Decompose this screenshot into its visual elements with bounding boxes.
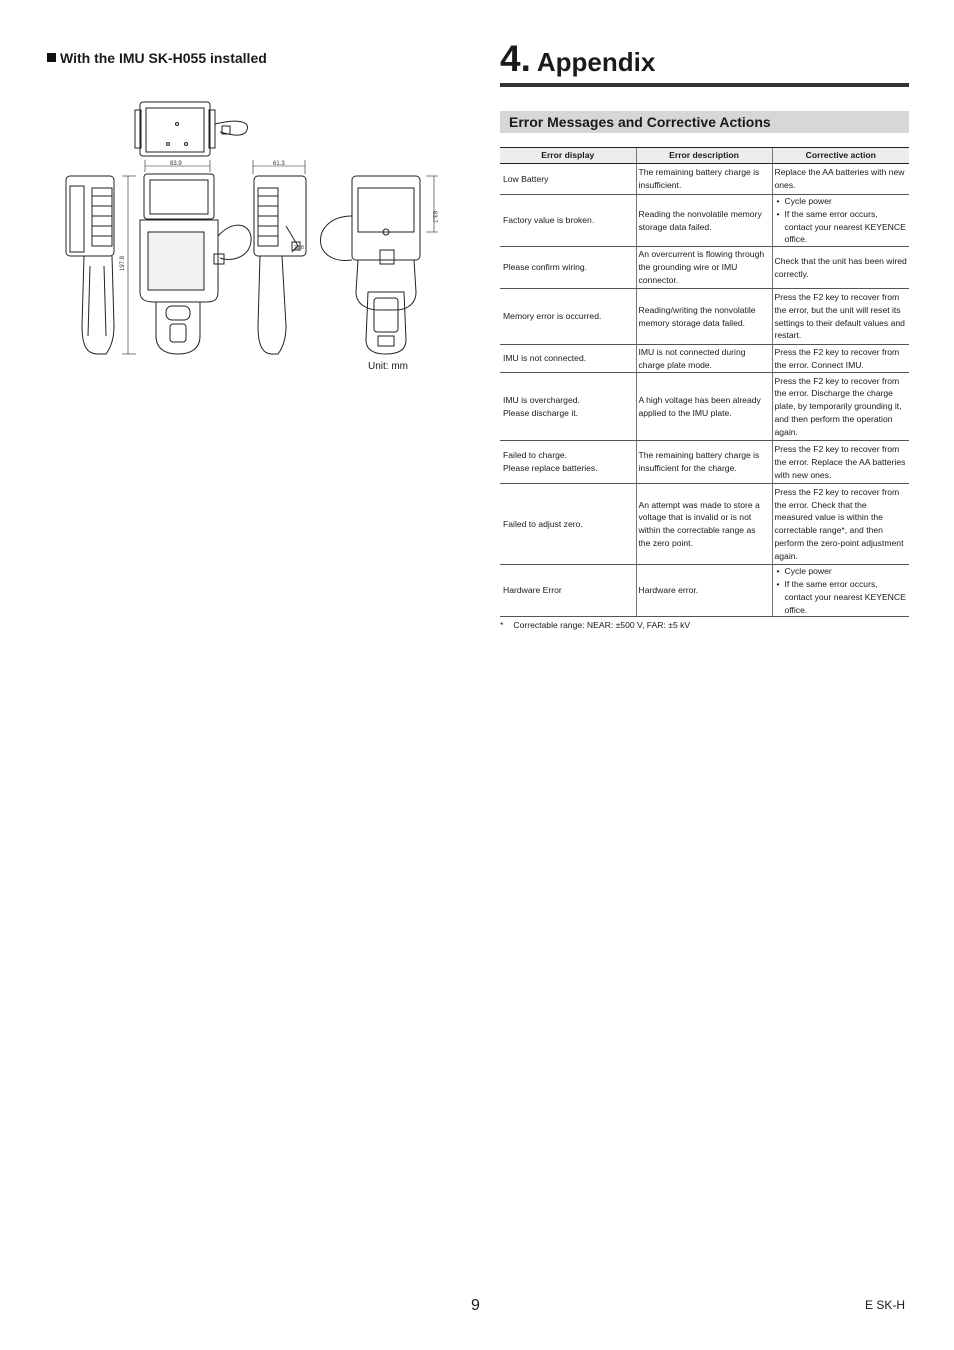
unit-label: Unit: mm [368, 361, 408, 372]
error-table-body [500, 164, 909, 617]
corrective-action-cell [772, 373, 909, 441]
table-row [500, 247, 909, 289]
table-row [500, 164, 909, 195]
action-text: Press the F2 key to recover from the error, but the unit will reset its settings to their default values and restart. [774, 292, 905, 341]
error-table [500, 147, 909, 617]
left-side-view [66, 176, 114, 354]
table-row [500, 345, 909, 373]
error-description-cell: A high voltage has been already applied to the IMU plate. [636, 373, 772, 441]
error-display-line: Hardware Error [503, 585, 562, 596]
chapter-rule [500, 83, 909, 87]
action-bullet-item [775, 195, 908, 208]
corrective-action-cell [772, 164, 909, 195]
error-description-cell: An overcurrent is flowing through the grounding wire or IMU connector. [636, 247, 772, 289]
chapter-heading [500, 38, 909, 80]
table-row [500, 484, 909, 565]
bullet-icon: • [776, 208, 780, 219]
column-header: Corrective action [772, 148, 909, 164]
error-display-line: Failed to adjust zero. [503, 518, 583, 529]
corrective-action-cell [772, 195, 909, 247]
section-title: Error Messages and Corrective Actions [500, 111, 909, 133]
corrective-action-cell [772, 441, 909, 484]
bullet-icon: • [776, 196, 780, 206]
error-display-line: Please confirm wiring. [503, 262, 588, 273]
error-description-cell: Reading the nonvolatile memory storage data failed. [636, 195, 772, 247]
action-text: Press the F2 key to recover from the error. Discharge the charge plate, by temporarily grounding it, and then perform the operation again. [774, 375, 902, 437]
error-display-line: IMU is overcharged. [503, 394, 580, 405]
action-bullet-item [775, 578, 908, 616]
error-description-cell: Reading/writing the nonvolatile memory storage data failed. [636, 289, 772, 345]
error-display-line: Please discharge it. [503, 407, 578, 418]
dim-63-7: 63.7 [431, 211, 437, 223]
corrective-action-cell [772, 484, 909, 565]
error-description-cell: The remaining battery charge is insufficient. [636, 164, 772, 195]
square-bullet-icon [47, 53, 56, 62]
error-display-cell [500, 195, 636, 247]
action-text: If the same error occurs, contact your nearest KEYENCE office. [784, 208, 906, 245]
action-text: Press the F2 key to recover from the error. Check that the measured value is within the correctable range*, and then perform the zero-point adjustment again. [774, 486, 904, 561]
table-header-row [500, 148, 909, 164]
error-display-cell [500, 373, 636, 441]
error-description-cell: The remaining battery charge is insufficient for the charge. [636, 441, 772, 484]
error-display-cell [500, 164, 636, 195]
error-display-line: IMU is not connected. [503, 353, 587, 364]
page-number: 9 [471, 1297, 480, 1314]
action-text: Press the F2 key to recover from the error. Connect IMU. [774, 346, 900, 370]
action-text: Cycle power [784, 196, 832, 206]
action-text: If the same error occurs, contact your nearest KEYENCE office. [784, 578, 906, 615]
error-description-cell: Hardware error. [636, 565, 772, 617]
error-description-cell: An attempt was made to store a voltage that is invalid or is not within the correctable range as the zero point. [636, 484, 772, 565]
action-bullet-item [775, 565, 908, 578]
section-heading-text: With the IMU SK-H055 installed [60, 50, 267, 66]
corrective-action-cell [772, 345, 909, 373]
error-display-cell [500, 484, 636, 565]
error-display-line: Memory error is occurred. [503, 311, 602, 322]
table-row [500, 441, 909, 484]
action-text: Cycle power [784, 566, 832, 577]
document-code: E SK-H [865, 1298, 906, 1312]
footnote-text: Correctable range: NEAR: ±500 V, FAR: ±5 kV [513, 620, 691, 630]
dim-23-8: 23.8 [294, 245, 304, 251]
error-display-cell [500, 289, 636, 345]
bullet-icon: • [776, 578, 780, 589]
error-display-cell [500, 565, 636, 617]
dim-61-3: 61.3 [273, 161, 285, 167]
dim-83-9: 83.9 [170, 161, 182, 167]
table-row [500, 565, 909, 617]
error-display-cell [500, 441, 636, 484]
corrective-action-cell [772, 565, 909, 617]
error-display-cell [500, 345, 636, 373]
error-display-line: Failed to charge. [503, 450, 568, 461]
front-view [140, 174, 251, 354]
error-display-line: Factory value is broken. [503, 215, 595, 226]
column-header: Error description [636, 148, 772, 164]
back-view [321, 176, 421, 354]
error-description-cell: IMU is not connected during charge plate mode. [636, 345, 772, 373]
table-row [500, 373, 909, 441]
corrective-action-cell [772, 247, 909, 289]
footnote-marker: * [500, 620, 504, 630]
right-side-view [254, 176, 306, 354]
action-bullet-item [775, 208, 908, 246]
error-display-line: Low Battery [503, 173, 549, 184]
dim-197-8: 197.8 [120, 255, 126, 271]
chapter-number: 4. [500, 38, 531, 79]
chapter-title: Appendix [536, 47, 656, 77]
corrective-action-cell [772, 289, 909, 345]
dimension-drawing [60, 96, 440, 358]
table-row [500, 195, 909, 247]
error-display-line: Please replace batteries. [503, 463, 598, 474]
action-text: Check that the unit has been wired correctly. [774, 255, 907, 279]
top-view [135, 102, 248, 156]
section-heading [47, 50, 267, 66]
action-text: Replace the AA batteries with new ones. [774, 167, 905, 190]
footnote [500, 620, 690, 630]
action-text: Press the F2 key to recover from the error. Replace the AA batteries with new ones. [774, 443, 906, 480]
column-header: Error display [500, 148, 636, 164]
table-row [500, 289, 909, 345]
bullet-icon: • [776, 566, 780, 577]
error-display-cell [500, 247, 636, 289]
